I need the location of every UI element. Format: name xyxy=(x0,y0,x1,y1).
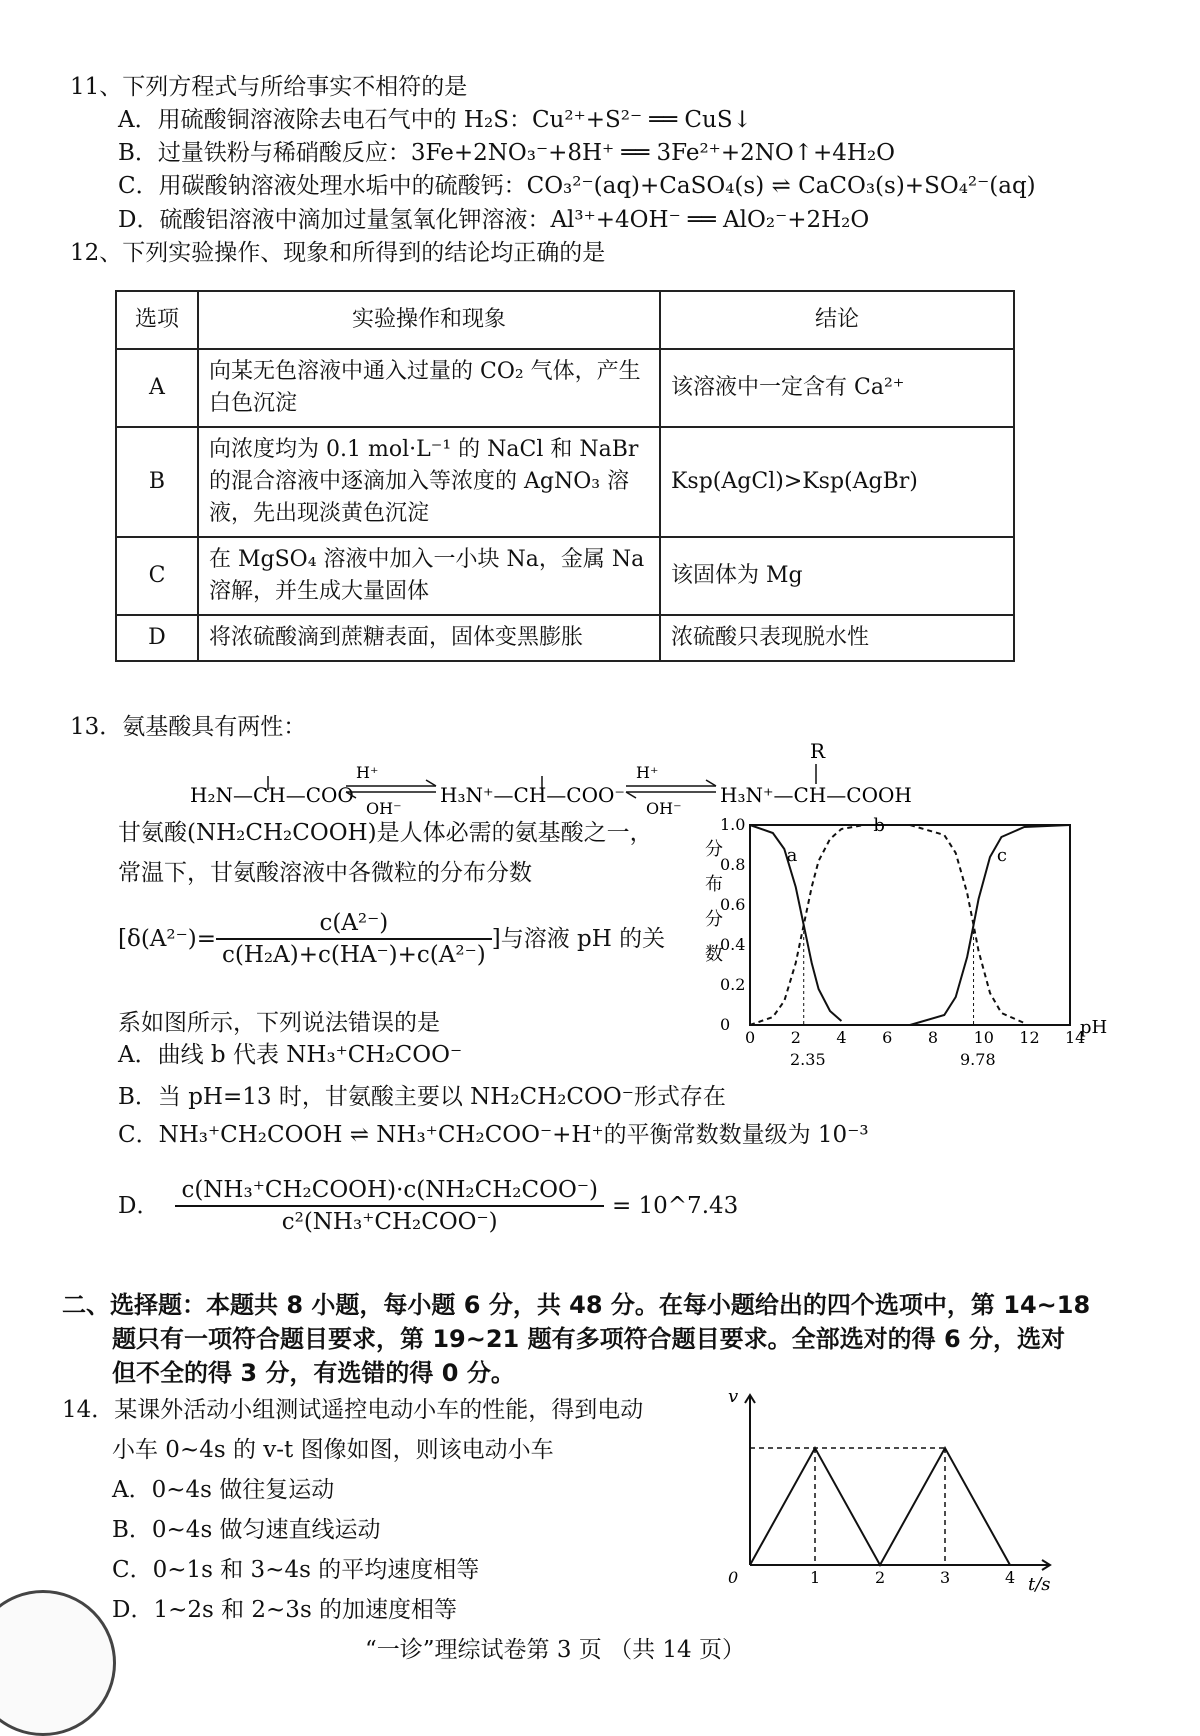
q13-option-d-denominator: c²(NH₃⁺CH₂COO⁻) xyxy=(281,1209,498,1235)
x-tick-label: 8 xyxy=(927,1028,939,1047)
q14-option-b: B．0~4s 做匀速直线运动 xyxy=(112,1517,381,1543)
y-axis-label-char-3: 分 xyxy=(705,909,723,930)
y-tick-label: 0.6 xyxy=(720,895,746,914)
row-conclusion: Ksp(AgCl)>Ksp(AgBr) xyxy=(660,427,1014,537)
section2-line2: 题只有一项符合题目要求，第 19~21 题有多项符合题目要求。全部选对的得 6 分，选对 xyxy=(112,1325,1066,1353)
section2-line3: 但不全的得 3 分，有选错的得 0 分。 xyxy=(112,1359,515,1387)
annotation-pka1: 2.35 xyxy=(790,1050,826,1069)
x-tick-label: 2 xyxy=(790,1028,801,1047)
q13-text2: 常温下，甘氨酸溶液中各微粒的分布分数 xyxy=(118,860,532,886)
row-conclusion: 该固体为 Mg xyxy=(660,537,1014,615)
x-tick-label: 14 xyxy=(1065,1028,1086,1047)
x-tick-label: 2 xyxy=(875,1568,886,1587)
x-axis-label: t/s xyxy=(1028,1574,1051,1595)
corner-stain xyxy=(0,1590,116,1736)
table-row xyxy=(116,615,1014,661)
species-anion: H₂N—CH—COO⁻ xyxy=(190,783,365,807)
y-axis-label-char-2: 布 xyxy=(705,874,723,895)
x-tick-label: 3 xyxy=(940,1568,951,1587)
q11-option-d: D．硫酸铝溶液中滴加过量氢氧化钾溶液：Al³⁺+4OH⁻ ══ AlO₂⁻+2H₂O xyxy=(118,207,870,233)
x-axis-label: pH xyxy=(1080,1017,1108,1038)
delta-numerator: c(A²⁻) xyxy=(216,908,492,940)
q14-stem-line1: 14．某课外活动小组测试遥控电动小车的性能，得到电动 xyxy=(62,1397,644,1423)
x-tick-label: 1 xyxy=(810,1568,821,1587)
curve-c xyxy=(910,825,1070,1025)
x-tick-label: 4 xyxy=(1005,1568,1016,1587)
arrow1-top-label: H⁺ xyxy=(356,763,379,782)
section2-line1: 二、选择题：本题共 8 小题，每小题 6 分，共 48 分。在每小题给出的四个选项中，第 14~18 xyxy=(62,1291,1091,1319)
r-group-label: R xyxy=(810,739,826,763)
row-conclusion: 该溶液中一定含有 Ca²⁺ xyxy=(660,349,1014,427)
q13-stem: 13．氨基酸具有两性： xyxy=(70,714,307,740)
curve-label-b: b xyxy=(873,815,885,836)
y-tick-label: 0 xyxy=(720,1015,731,1034)
arrow1-bottom-label: OH⁻ xyxy=(366,799,402,818)
delta-denominator: c(H₂A)+c(HA⁻)+c(A²⁻) xyxy=(222,942,486,968)
header-option: 选项 xyxy=(116,291,198,349)
distribution-chart xyxy=(695,815,1115,1075)
row-option: D xyxy=(116,615,198,661)
row-operation: 将浓硫酸滴到蔗糖表面，固体变黑膨胀 xyxy=(198,615,660,661)
y-tick-label: 1.0 xyxy=(720,815,746,834)
q13-option-b: B．当 pH=13 时，甘氨酸主要以 NH₂CH₂COO⁻形式存在 xyxy=(118,1084,726,1110)
q13-text3: 系如图所示，下列说法错误的是 xyxy=(118,1010,440,1036)
row-conclusion: 浓硫酸只表现脱水性 xyxy=(660,615,1014,661)
table-row xyxy=(116,537,1014,615)
q11-option-a: A．用硫酸铜溶液除去电石气中的 H₂S：Cu²⁺+S²⁻ ══ CuS↓ xyxy=(118,107,752,133)
q14-stem-line2: 小车 0~4s 的 v-t 图像如图，则该电动小车 xyxy=(112,1437,554,1463)
delta-rhs: ]与溶液 pH 的关 xyxy=(491,926,666,952)
velocity-line xyxy=(750,1448,1010,1565)
q13-option-a: A．曲线 b 代表 NH₃⁺CH₂COO⁻ xyxy=(118,1042,463,1068)
delta-lhs: [δ(A²⁻)= xyxy=(118,926,217,952)
q11-stem: 11、下列方程式与所给事实不相符的是 xyxy=(70,74,468,100)
row-option: A xyxy=(116,349,198,427)
q13-option-d-fraction xyxy=(175,1175,603,1237)
x-tick-label: 10 xyxy=(973,1028,994,1047)
species-zwitterion: H₃N⁺—CH—COO⁻ xyxy=(440,783,625,807)
row-operation: 向某无色溶液中通入过量的 CO₂ 气体，产生白色沉淀 xyxy=(198,349,660,427)
y-axis-label-char-4: 数 xyxy=(705,944,723,965)
x-tick-label: 0 xyxy=(745,1028,756,1047)
q13-option-c: C．NH₃⁺CH₂COOH ⇌ NH₃⁺CH₂COO⁻+H⁺的平衡常数数量级为 10⁻³ xyxy=(118,1122,869,1148)
delta-fraction xyxy=(216,908,492,970)
table-row xyxy=(116,349,1014,427)
table-header-row xyxy=(116,291,1014,349)
row-option: B xyxy=(116,427,198,537)
y-tick-label: 0.2 xyxy=(720,975,746,994)
header-operation: 实验操作和现象 xyxy=(198,291,660,349)
q13-text1: 甘氨酸(NH₂CH₂COOH)是人体必需的氨基酸之一， xyxy=(118,820,653,846)
curve-label-a: a xyxy=(786,845,798,866)
arrow2-bottom-label: OH⁻ xyxy=(646,799,682,818)
plot-frame xyxy=(750,825,1070,1025)
y-axis-label-char-1: 分 xyxy=(705,839,723,860)
row-operation: 向浓度均为 0.1 mol·L⁻¹ 的 NaCl 和 NaBr 的混合溶液中逐滴加入等浓度的 AgNO₃ 溶液，先出现淡黄色沉淀 xyxy=(198,427,660,537)
row-option: C xyxy=(116,537,198,615)
delta-definition xyxy=(118,908,665,970)
q11-option-c: C．用碳酸钠溶液处理水垢中的硫酸钙：CO₃²⁻(aq)+CaSO₄(s) ⇌ CaCO₃(s)+SO₄²⁻(aq) xyxy=(118,173,1036,199)
x-tick-label: 4 xyxy=(836,1028,847,1047)
curve-label-c: c xyxy=(996,845,1007,866)
q14-option-d: D．1~2s 和 2~3s 的加速度相等 xyxy=(112,1597,458,1623)
q13-option-d-rhs: = 10^7.43 xyxy=(611,1193,739,1219)
x-tick-label: 6 xyxy=(882,1028,893,1047)
amino-acid-equilibrium xyxy=(190,738,970,818)
annotation-pka2: 9.78 xyxy=(960,1050,996,1069)
species-cation: H₃N⁺—CH—COOH xyxy=(720,783,912,807)
experiment-table xyxy=(115,290,1015,662)
q12-stem: 12、下列实验操作、现象和所得到的结论均正确的是 xyxy=(70,240,606,266)
row-operation: 在 MgSO₄ 溶液中加入一小块 Na，金属 Na 溶解，并生成大量固体 xyxy=(198,537,660,615)
arrow2-top-label: H⁺ xyxy=(636,763,659,782)
y-tick-label: 0.8 xyxy=(720,855,746,874)
q13-option-d xyxy=(118,1175,738,1237)
header-conclusion: 结论 xyxy=(660,291,1014,349)
x-tick-label: 0 xyxy=(728,1568,739,1587)
q13-option-d-label: D． xyxy=(118,1193,160,1219)
x-tick-label: 12 xyxy=(1019,1028,1040,1047)
q13-option-d-numerator: c(NH₃⁺CH₂COOH)·c(NH₂CH₂COO⁻) xyxy=(175,1175,603,1207)
vt-chart xyxy=(720,1380,1070,1600)
y-axis-label: v xyxy=(728,1386,739,1407)
q11-option-b: B．过量铁粉与稀硝酸反应：3Fe+2NO₃⁻+8H⁺ ══ 3Fe²⁺+2NO↑+4H₂O xyxy=(118,140,896,166)
q14-option-a: A．0~4s 做往复运动 xyxy=(112,1477,335,1503)
table-row xyxy=(116,427,1014,537)
page-footer: “一诊”理综试卷第 3 页 （共 14 页） xyxy=(365,1637,745,1663)
y-tick-label: 0.4 xyxy=(720,935,746,954)
q14-option-c: C．0~1s 和 3~4s 的平均速度相等 xyxy=(112,1557,480,1583)
